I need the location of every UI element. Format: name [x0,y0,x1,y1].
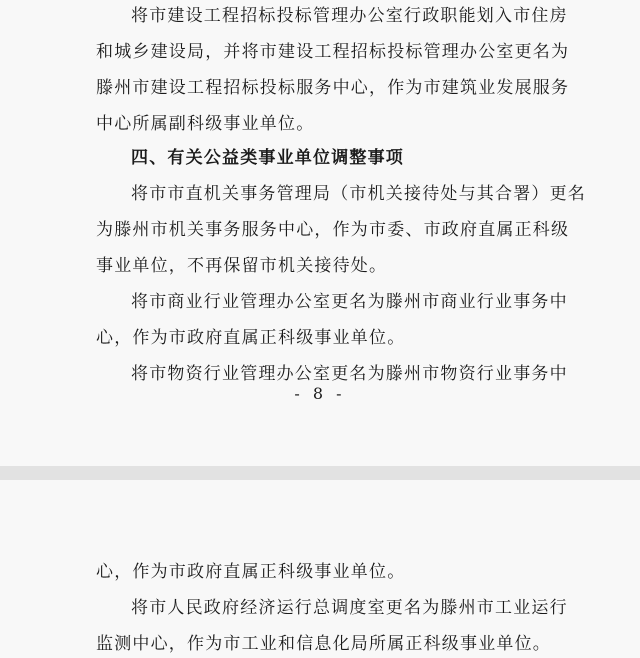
section-heading: 四、有关公益类事业单位调整事项 [131,148,404,168]
paragraph-line: 将市人民政府经济运行总调度室更名为滕州市工业运行 [131,598,568,618]
paragraph-line: 心，作为市政府直属正科级事业单位。 [96,328,406,348]
paragraph-line: 将市市直机关事务管理局（市机关接待处与其合署）更名 [131,184,586,204]
page-separator [0,466,640,480]
paragraph-line: 将市物资行业管理办公室更名为滕州市物资行业事务中 [131,364,568,384]
paragraph-line: 监测中心，作为市工业和信息化局所属正科级事业单位。 [96,634,551,654]
paragraph-line: 滕州市建设工程招标投标服务中心，作为市建筑业发展服务 [96,78,570,98]
paragraph-line: 为滕州市机关事务服务中心，作为市委、市政府直属正科级 [96,220,570,240]
paragraph-line: 中心所属副科级事业单位。 [96,114,315,134]
paragraph-line: 事业单位，不再保留市机关接待处。 [96,256,388,276]
paragraph-line: 心，作为市政府直属正科级事业单位。 [96,562,406,582]
paragraph-line: 将市建设工程招标投标管理办公室行政职能划入市住房 [131,6,568,26]
paragraph-line: 将市商业行业管理办公室更名为滕州市商业行业事务中 [131,292,568,312]
paragraph-line: 和城乡建设局，并将市建设工程招标投标管理办公室更名为 [96,42,570,62]
document-page-9 [0,480,640,658]
page-number: - 8 - [294,384,346,403]
